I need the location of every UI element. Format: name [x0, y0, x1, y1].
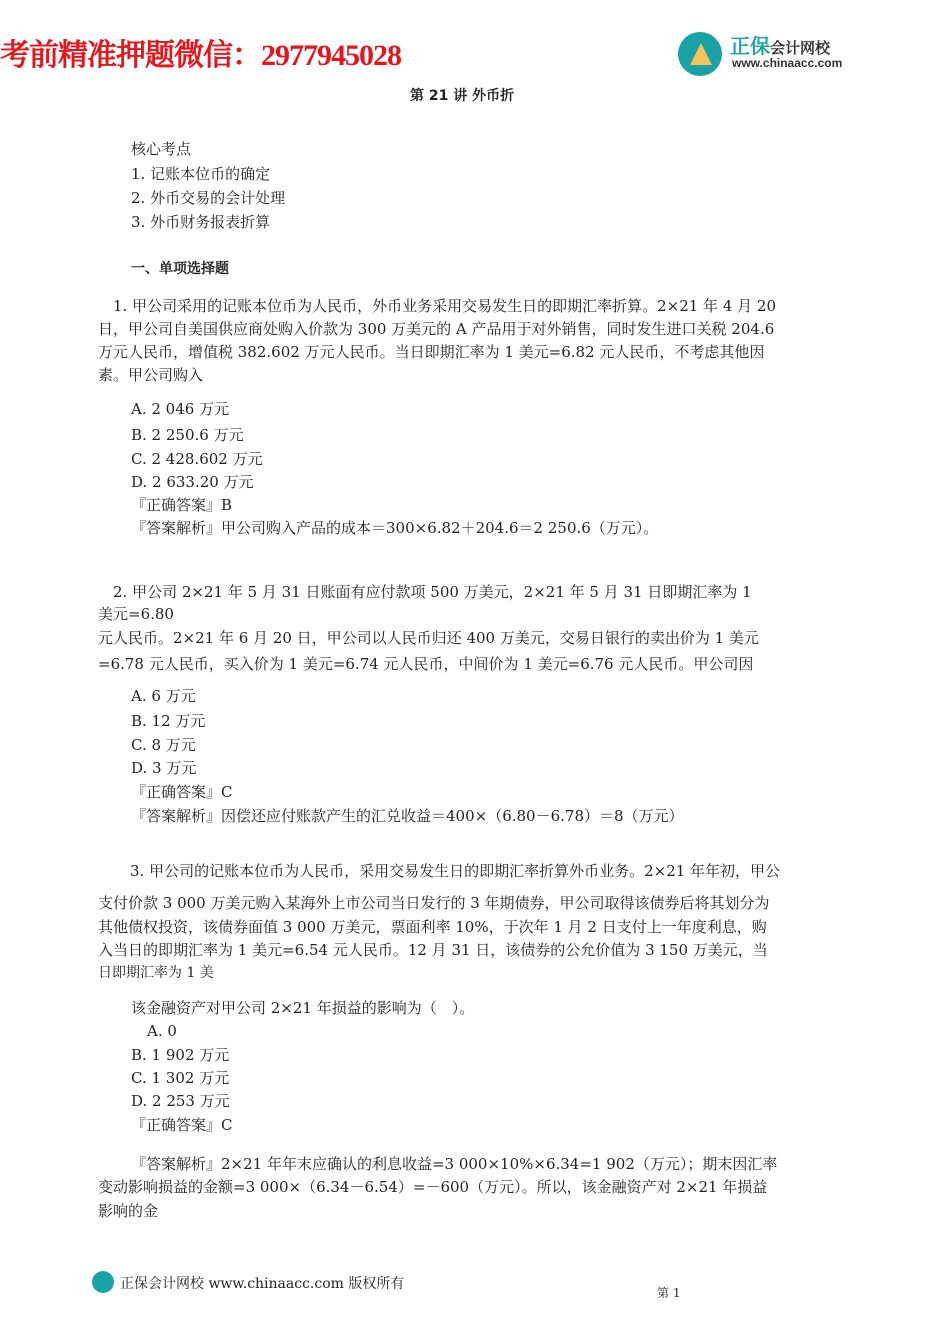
- question-stem: 该金融资产对甲公司 2×21 年损益的影响为（ ）。: [131, 999, 475, 1017]
- question-text: 日，甲公司自美国供应商处购入价款为 300 万美元的 A 产品用于对外销售，同时发生进口关税 204.6: [98, 320, 775, 338]
- option: A. 2 046 万元: [131, 400, 230, 418]
- analysis: 变动影响损益的金额=3 000×（6.34－6.54）=－600（万元）。所以，该金融资产对 2×21 年损益: [98, 1178, 768, 1196]
- question-text: 元人民币。2×21 年 6 月 20 日，甲公司以人民币归还 400 万美元，交易日银行的卖出价为 1 美元: [98, 629, 759, 647]
- option: D. 2 253 万元: [131, 1092, 230, 1110]
- question-text: 入当日的即期汇率为 1 美元=6.54 元人民币。12 月 31 日，该债券的公允价值为 3 150 万美元，当: [98, 941, 768, 959]
- option: B. 2 250.6 万元: [131, 426, 244, 444]
- option: C. 2 428.602 万元: [131, 450, 263, 468]
- core-item: 1. 记账本位币的确定: [131, 165, 271, 183]
- option: D. 3 万元: [131, 759, 197, 777]
- core-item: 3. 外币财务报表折算: [131, 213, 271, 231]
- logo-url: www.chinaacc.com: [732, 56, 843, 70]
- page-title: 第 21 讲 外币折: [410, 88, 515, 104]
- promo-banner: 考前精准押题微信：2977945028: [0, 39, 401, 72]
- analysis: 『答案解析』2×21 年年末应确认的利息收益=3 000×10%×6.34=1 902（万元）；期末因汇率: [131, 1155, 778, 1173]
- site-logo[interactable]: [678, 30, 858, 76]
- question-text: 2. 甲公司 2×21 年 5 月 31 日账面有应付款项 500 万美元，2×21 年 5 月 31 日即期汇率为 1: [113, 583, 752, 601]
- question-text: 素。甲公司购入: [98, 366, 204, 384]
- option: C. 1 302 万元: [131, 1069, 230, 1087]
- option: B. 12 万元: [131, 712, 206, 730]
- section-title: 一、单项选择题: [131, 261, 229, 277]
- logo-sub: 会计网校: [770, 40, 831, 57]
- analysis: 『答案解析』甲公司购入产品的成本＝300×6.82＋204.6＝2 250.6（万元）。: [131, 519, 659, 537]
- question-text: 美元=6.80: [98, 605, 174, 623]
- core-heading: 核心考点: [131, 140, 192, 158]
- analysis: 『答案解析』因偿还应付账款产生的汇兑收益＝400×（6.80－6.78）＝8（万元）: [131, 807, 684, 825]
- answer: 『正确答案』B: [131, 496, 233, 514]
- option: D. 2 633.20 万元: [131, 473, 254, 491]
- question-text: 支付价款 3 000 万美元购入某海外上市公司当日发行的 3 年期债券，甲公司取得该债券后将其划分为: [98, 894, 770, 912]
- page-number: 第 1: [657, 1286, 681, 1300]
- question-text: 万元人民币，增值税 382.602 万元人民币。当日即期汇率为 1 美元=6.82 元人民币，不考虑其他因: [98, 343, 765, 361]
- analysis: 影响的金: [98, 1202, 159, 1220]
- question-text: 3. 甲公司的记账本位币为人民币，采用交易发生日的即期汇率折算外币业务。2×21 年年初，甲公: [130, 862, 781, 880]
- footer-copyright: 正保会计网校 www.chinaacc.com 版权所有: [120, 1276, 405, 1292]
- answer: 『正确答案』C: [131, 783, 233, 801]
- option: C. 8 万元: [131, 736, 196, 754]
- option: B. 1 902 万元: [131, 1046, 230, 1064]
- option: A. 6 万元: [131, 687, 196, 705]
- question-text: =6.78 元人民币，买入价为 1 美元=6.74 元人民币，中间价为 1 美元=6.76 元人民币。甲公司因: [98, 655, 754, 673]
- logo-icon: [678, 32, 722, 76]
- answer: 『正确答案』C: [131, 1116, 233, 1134]
- question-text: 1. 甲公司采用的记账本位币为人民币，外币业务采用交易发生日的即期汇率折算。2×21 年 4 月 20: [113, 297, 776, 315]
- option: A. 0: [147, 1022, 177, 1040]
- footer-logo-icon: [92, 1271, 114, 1293]
- logo-name: 正保: [730, 36, 770, 58]
- core-item: 2. 外币交易的会计处理: [131, 189, 286, 207]
- question-text: 其他债权投资，该债券面值 3 000 万美元，票面利率 10%，于次年 1 月 2 日支付上一年度利息，购: [98, 918, 767, 936]
- question-text: 日即期汇率为 1 美: [98, 965, 214, 981]
